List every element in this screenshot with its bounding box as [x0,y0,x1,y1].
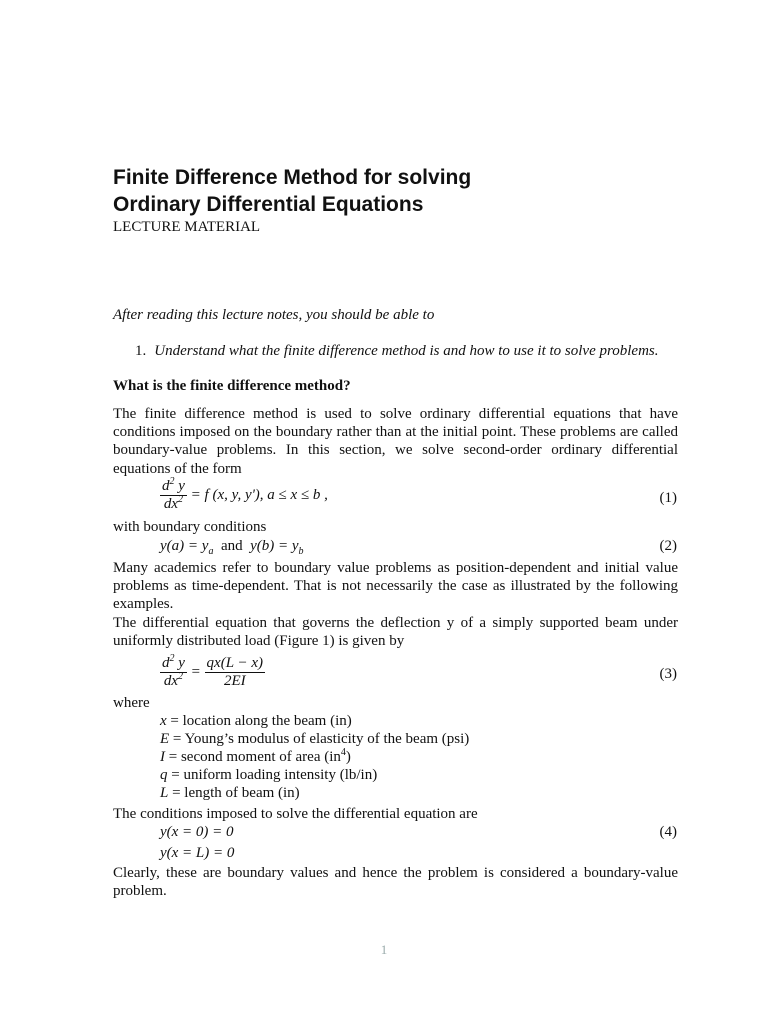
paragraph-1: The finite difference method is used to solve ordinary differential equations that have conditions imposed on the boundary rather than at the initial point. These problems are called boundary-value problems. In this section, we solve second-order ordinary differential equations of the form [113,406,678,477]
equation-1-number: (1) [659,490,677,506]
definition-item: I = second moment of area $(in^4)$ [160,747,351,765]
definition-item: q = uniform loading intensity (lb/in) [160,767,378,783]
equation-4-number: (4) [659,824,677,840]
equation-4a: y(x = 0) = 0 [160,824,234,840]
equation-2: $y(a) = y_a$ and $y(b) = y_b$ [160,538,304,557]
definition-item: x = location along the beam (in) [160,713,352,729]
section-heading: What is the finite difference method? [113,378,351,394]
equation-1: $\frac{d^2 y}{dx^2}$ = f (x, y, y'), a ≤ x ≤ b , [162,476,328,512]
document-subtitle: LECTURE MATERIAL [113,219,261,235]
objective-item: 1. Understand what the finite difference method is and how to use it to solve problems. [135,343,659,359]
document-title: Finite Difference Method for solving Ordinary Differential Equations [113,166,472,216]
equation-4b: y(x = L) = 0 [160,845,235,861]
boundary-conditions-label: with boundary conditions [113,519,267,535]
equation-3-number: (3) [659,666,677,682]
paragraph-4: Clearly, these are boundary values and hence the problem is considered a boundary-value problem. [113,865,678,900]
page-number: 1 [380,942,388,957]
equation-3: $\frac{d^2 y}{dx^2}$ = $\frac{qx(L - x)}{2EI}$ [162,653,264,689]
equation-2-number: (2) [659,538,677,554]
definition-item: L = length of beam (in) [160,785,300,801]
intro-text: After reading this lecture notes, you should be able to [113,307,435,323]
where-label: where [113,695,150,711]
paragraph-2: Many academics refer to boundary value problems as position-dependent and initial value problems as time-dependent. That is not necessarily the case as illustrated by the following examples. [113,560,678,613]
paragraph-3: The differential equation that governs the deflection y of a simply supported beam under uniformly distributed load (Figure 1) is given by [113,615,678,650]
conditions-label: The conditions imposed to solve the differential equation are [113,806,478,822]
definition-item: E = Young’s modulus of elasticity of the beam (psi) [160,731,470,747]
